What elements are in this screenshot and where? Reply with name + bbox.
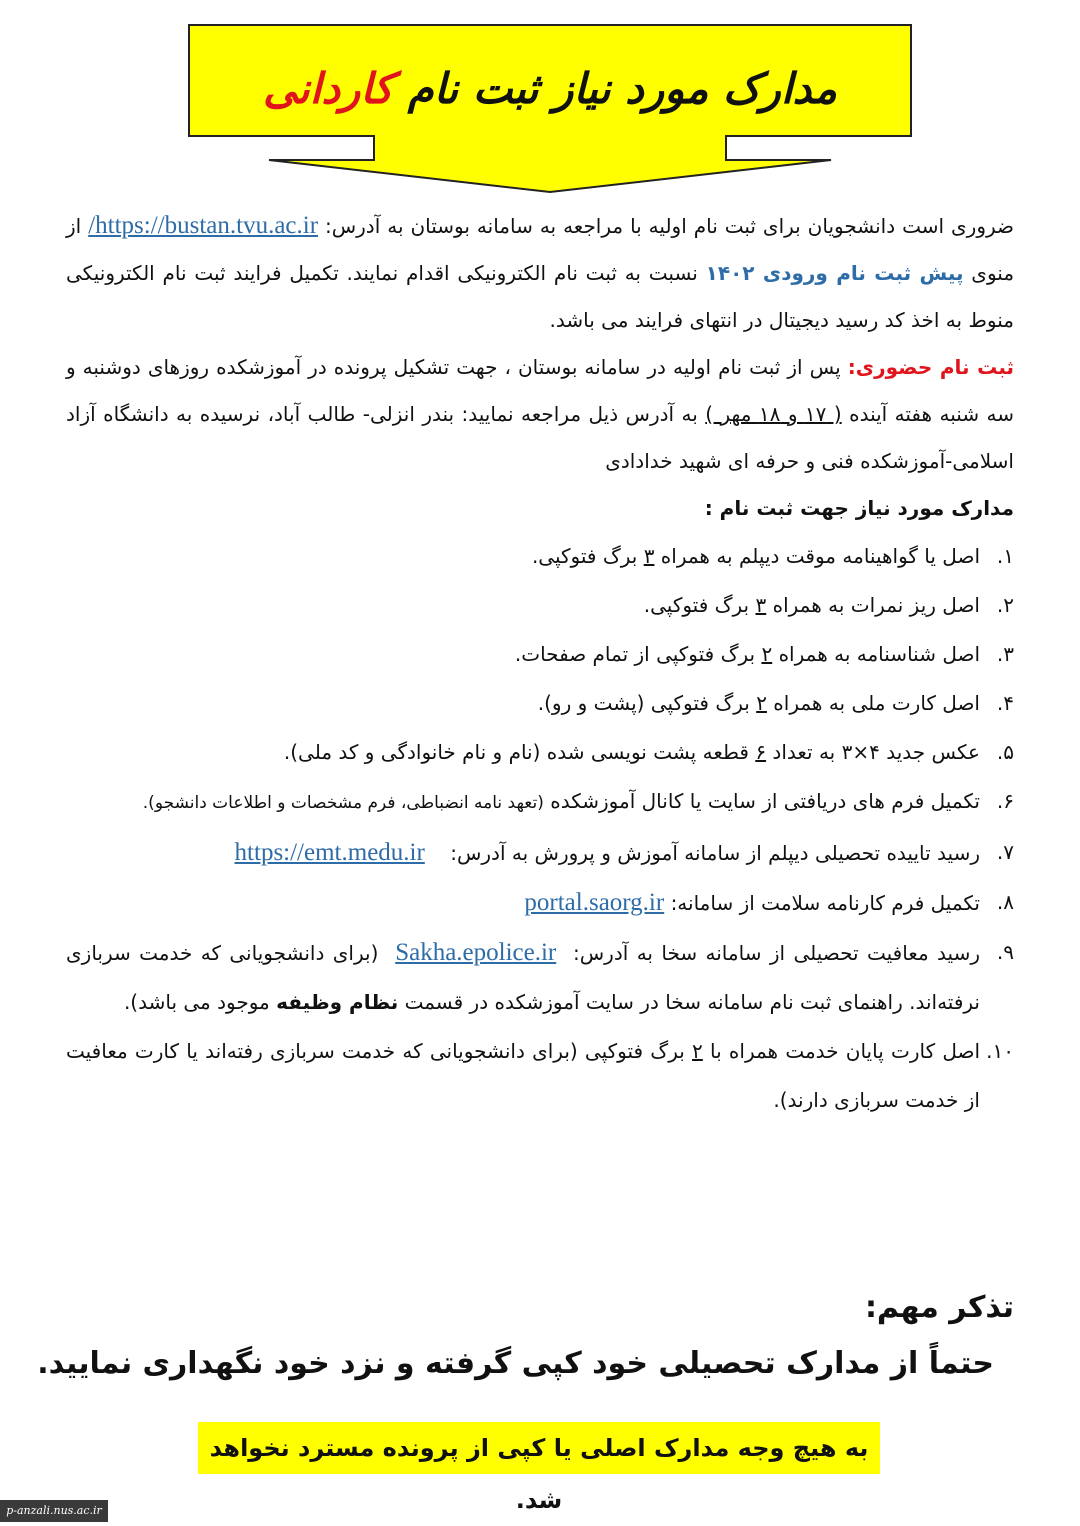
list-item: ۴. اصل کارت ملی به همراه ۲ برگ فتوکپی (پشت و رو). (537, 691, 1014, 715)
banner-title-highlight: کاردانی (262, 64, 394, 113)
notice-highlight: به هیچ وجه مدارک اصلی یا کپی از پرونده مسترد نخواهد شد. (198, 1422, 880, 1474)
reminder-body: حتماً از مدارک تحصیلی خود کپی گرفته و نزد خود نگهداری نمایید. (37, 1346, 994, 1381)
inperson-dates: ( ۱۷ و ۱۸ مهر ) (705, 402, 842, 426)
inperson-label: ثبت نام حضوری: (847, 355, 1015, 379)
list-item: ۷. رسید تاییده تحصیلی دیپلم از سامانه آموزش و پرورش به آدرس: https://emt.medu.ir (234, 839, 1014, 866)
list-item: ۹. رسید معافیت تحصیلی از سامانه سخا به آدرس: Sakha.epolice.ir (برای دانشجویانی که خدمت سربازی نرفته‌اند. راهنمای ثبت نام سامانه سخا در سایت آموزشکده در قسمت نظام وظیفه موجود می باشد). (66, 939, 1014, 1014)
banner-title (188, 64, 912, 113)
bustan-link[interactable]: https://bustan.tvu.ac.ir/ (88, 212, 319, 239)
intro-paragraph: ضروری است دانشجویان برای ثبت نام اولیه با مراجعه به سامانه بوستان به آدرس: https://bustan.tvu.ac.ir/ از منوی پیش ثبت نام ورودی ۱۴۰۲ نسبت به ثبت نام الکترونیکی اقدام نمایند. تکمیل فرایند ثبت نام الکترونیکی منوط به اخذ کد رسید دیجیتال در انتهای فرایند می باشد. (66, 212, 1015, 332)
requirements-list (66, 532, 1014, 1125)
emt-link[interactable]: https://emt.medu.ir (234, 839, 425, 866)
list-item: ۱۰. اصل کارت پایان خدمت همراه با ۲ برگ فتوکپی (برای دانشجویانی که خدمت سربازی رفته‌اند یا کارت معافیت از خدمت سربازی دارند). (66, 1039, 1014, 1112)
sakha-link[interactable]: Sakha.epolice.ir (395, 939, 557, 966)
list-item: ۶. تکمیل فرم های دریافتی از سایت یا کانال آموزشکده (تعهد نامه انضباطی، فرم مشخصات و اطلاعات دانشجو). (142, 789, 1014, 813)
list-item: ۱. اصل یا گواهینامه موقت دیپلم به همراه ۳ برگ فتوکپی. (531, 544, 1014, 568)
menu-name: پیش ثبت نام ورودی ۱۴۰۲ (705, 261, 964, 285)
banner-title-main: مدارک مورد نیاز ثبت نام (407, 64, 838, 113)
list-item: ۲. اصل ریز نمرات به همراه ۳ برگ فتوکپی. (643, 593, 1014, 617)
header-banner (188, 24, 912, 194)
list-item: ۸. تکمیل فرم کارنامه سلامت از سامانه: portal.saorg.ir (524, 889, 1014, 916)
document-body (66, 202, 1014, 1125)
saorg-link[interactable]: portal.saorg.ir (524, 889, 665, 916)
inperson-paragraph: ثبت نام حضوری: پس از ثبت نام اولیه در سامانه بوستان ، جهت تشکیل پرونده در آموزشکده روزهای دوشنبه و سه شنبه هفته آینده ( ۱۷ و ۱۸ مهر ) به آدرس ذیل مراجعه نمایید: بندر انزلی- طالب آباد، نرسیده به دانشگاه آزاد اسلامی-آموزشکده فنی و حرفه ای شهید خدادادی (66, 355, 1015, 473)
reminder-title: تذکر مهم: (864, 1290, 1014, 1325)
list-item: ۵. عکس جدید ۴×۳ به تعداد ۶ قطعه پشت نویسی شده (نام و نام خانوادگی و کد ملی). (283, 740, 1014, 764)
watermark: p-anzali.nus.ac.ir (0, 1500, 108, 1522)
military-service-label: نظام وظیفه (276, 990, 399, 1014)
requirements-heading: مدارک مورد نیاز جهت ثبت نام : (704, 496, 1014, 520)
list-item: ۳. اصل شناسنامه به همراه ۲ برگ فتوکپی از تمام صفحات. (514, 642, 1014, 666)
